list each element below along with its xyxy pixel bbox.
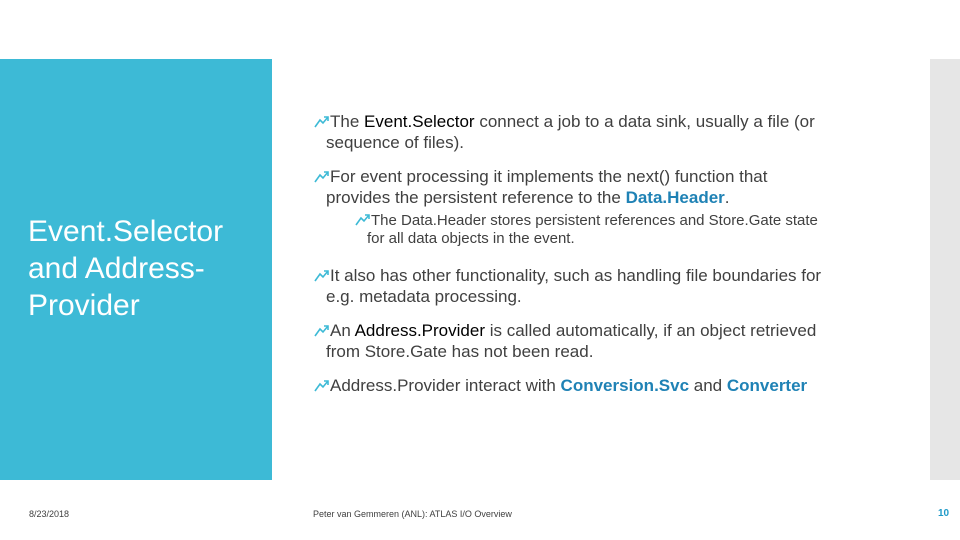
bullet-text: provides the persistent reference to the — [326, 188, 626, 207]
bullet-line — [314, 320, 914, 341]
term-event-selector: Event.Selector — [364, 112, 475, 131]
bullet-line — [314, 265, 914, 286]
bullet-arrow-icon — [314, 269, 329, 282]
bullet-arrow-icon — [314, 115, 329, 128]
right-accent-strip — [930, 59, 960, 480]
bullet-text: connect a job to a data sink, usually a file (or — [474, 112, 815, 131]
bullet-text: It also has other functionality, such as handling file boundaries for — [330, 266, 822, 285]
bullet-continuation: for all data objects in the event. — [367, 230, 575, 247]
slide-title: Event.Selector and Address-Provider — [28, 215, 224, 322]
bullet-continuation: from Store.Gate has not been read. — [326, 342, 594, 361]
bullet-arrow-icon — [314, 324, 329, 337]
bullet-text: Address.Provider interact with — [330, 376, 561, 395]
bullet-line — [314, 166, 914, 187]
bullet-line — [355, 212, 915, 230]
term-address-provider: Address.Provider — [354, 321, 485, 340]
bullet-text: is called automatically, if an object retrieved — [484, 321, 817, 340]
bullet-arrow-icon — [355, 213, 370, 226]
bullet-continuation: sequence of files). — [326, 133, 464, 152]
bullet-item — [314, 111, 914, 153]
bullet-line — [314, 111, 914, 132]
term-conversion-svc: Conversion.Svc — [560, 376, 690, 395]
page-number: 10 — [938, 508, 950, 519]
bullet-text: . — [724, 188, 730, 207]
bullet-item — [314, 375, 914, 396]
bullet-item — [314, 265, 914, 307]
bullet-item — [314, 166, 914, 208]
bullet-text: The Data.Header stores persistent references and Store.Gate state — [371, 212, 818, 229]
bullet-item — [314, 320, 914, 362]
footer-date: 8/23/2018 — [29, 509, 70, 519]
bullet-text: The — [330, 112, 365, 131]
term-data-header: Data.Header — [625, 188, 725, 207]
bullet-continuation: e.g. metadata processing. — [326, 287, 522, 306]
bullet-continuation — [314, 187, 914, 208]
bullet-line — [314, 375, 914, 396]
term-converter: Converter — [726, 376, 808, 395]
bullet-text: An — [330, 321, 355, 340]
bullet-text: and — [689, 376, 727, 395]
sub-bullet-item — [355, 212, 915, 248]
bullet-arrow-icon — [314, 379, 329, 392]
bullet-text: For event processing it implements the next() function that — [330, 167, 768, 186]
bullet-arrow-icon — [314, 170, 329, 183]
footer-presenter: Peter van Gemmeren (ANL): ATLAS I/O Overview — [313, 509, 512, 519]
